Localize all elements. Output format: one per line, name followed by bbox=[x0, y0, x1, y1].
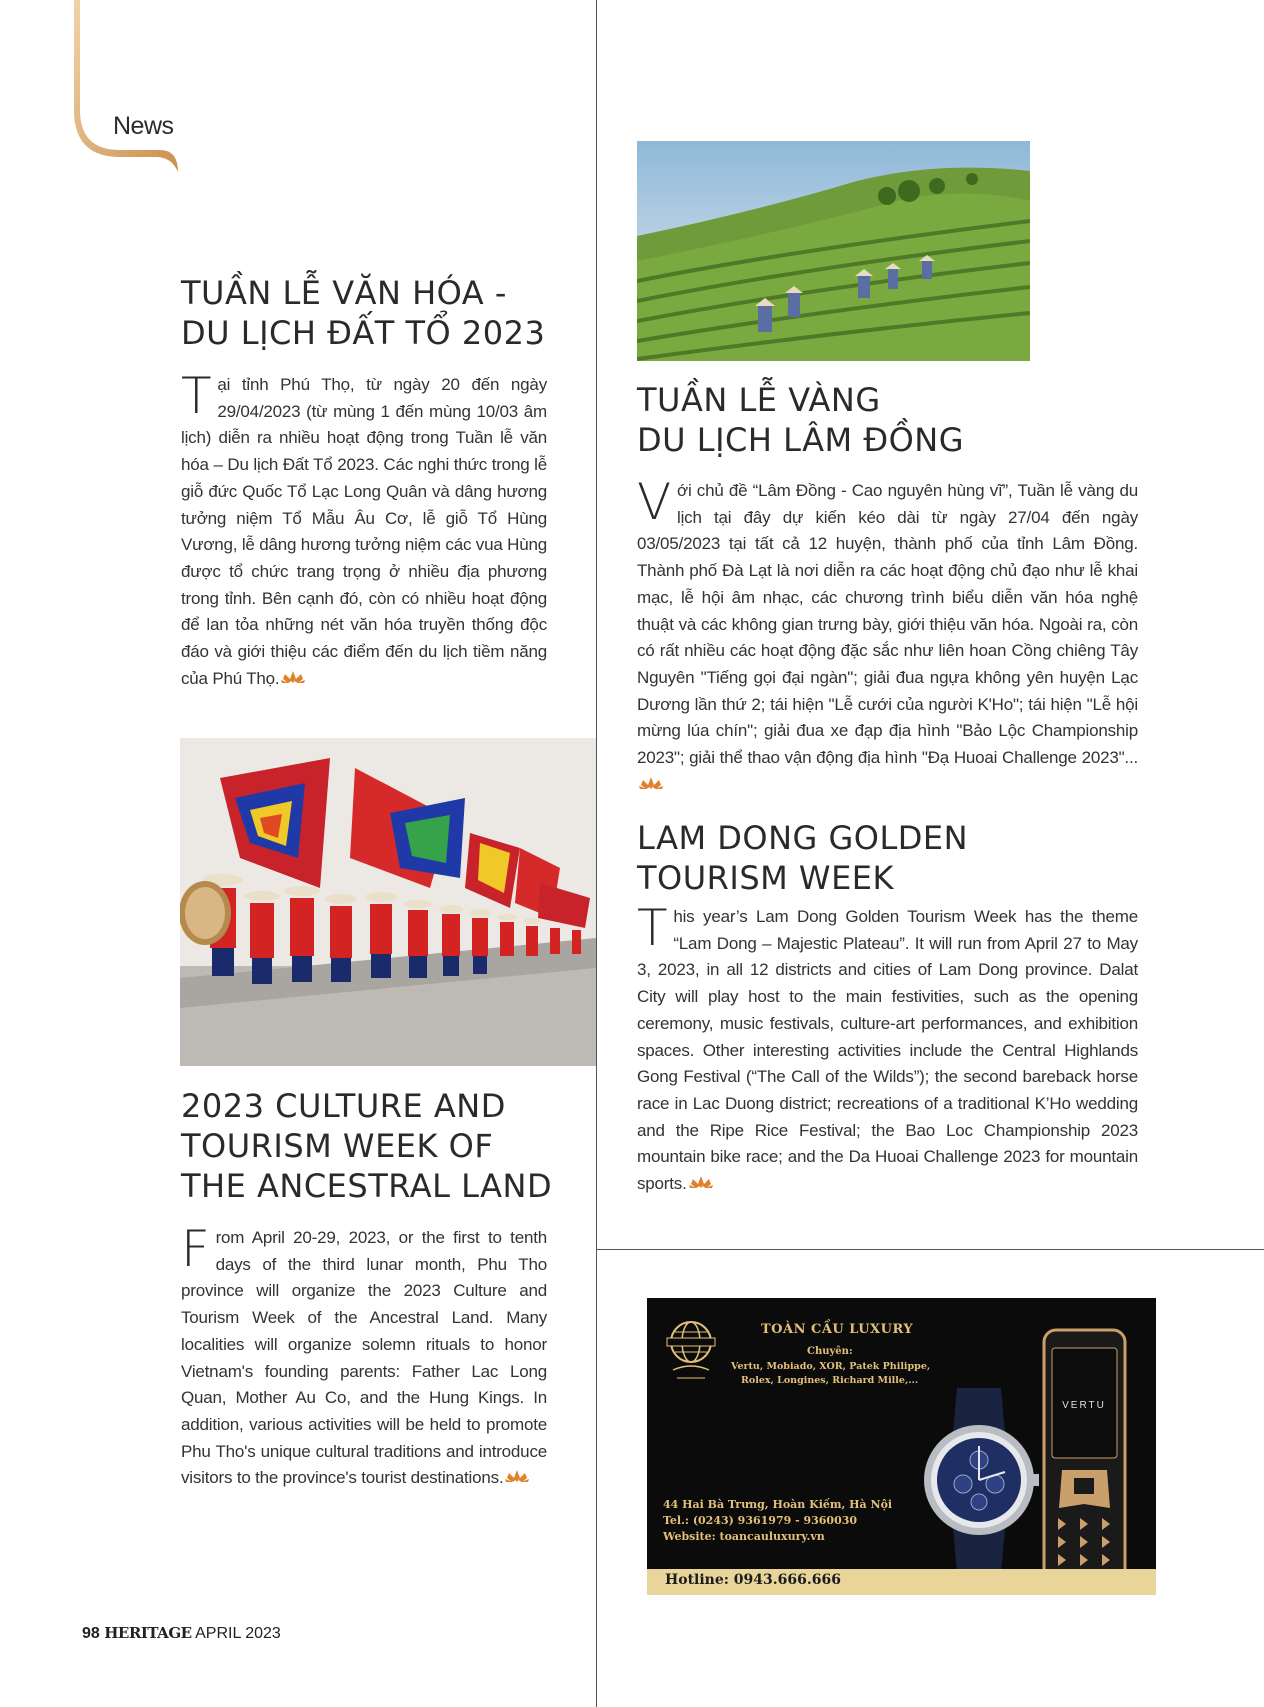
dropcap: F bbox=[181, 1220, 210, 1278]
en-heading-ancestral-land bbox=[181, 1086, 552, 1206]
en-article-lam-dong bbox=[637, 899, 1138, 1198]
page-footer bbox=[82, 1624, 281, 1643]
heading-line: TUẦN LỄ VÀNG bbox=[637, 381, 881, 419]
heading-line: TUẦN LỄ VĂN HÓA - bbox=[181, 274, 507, 312]
column-divider bbox=[596, 0, 597, 1707]
ad-brands-line: Rolex, Longines, Richard Mille,... bbox=[741, 1375, 919, 1386]
magazine-name: HERITAGE bbox=[104, 1624, 192, 1642]
wristwatch-image bbox=[919, 1388, 1039, 1573]
heading-line: THE ANCESTRAL LAND bbox=[181, 1167, 553, 1205]
lotus-end-icon bbox=[280, 670, 306, 684]
en-article-ancestral-land bbox=[181, 1220, 547, 1492]
ad-tel[interactable]: Tel.: (0243) 9361979 - 9360030 bbox=[663, 1514, 858, 1527]
heading-line: DU LỊCH LÂM ĐỒNG bbox=[637, 421, 965, 459]
ad-hotline[interactable]: Hotline: 0943.666.666 bbox=[665, 1572, 841, 1588]
en-heading-lam-dong bbox=[637, 818, 968, 898]
vn-article-lam-dong bbox=[637, 473, 1138, 798]
luxury-advertisement[interactable] bbox=[647, 1298, 1156, 1595]
article-body: his year’s Lam Dong Golden Tourism Week has the theme “Lam Dong – Majestic Plateau”. It will run from April 27 to May 3, 2023, in all 12 districts and cities of Lam Dong province. Dalat City will play host to the main festivities, such as the opening ceremony, music festivals, culture-art performances, and exhibition spaces. Other interesting activities include the Central Highlands Gong Festival (“The Call of the Wilds”); the second bareback horse race in Lac Duong district; recreations of a traditional K’Ho wedding and the Ripe Rice Festival; the Bao Loc Championship 2023 mountain bike race; and the Da Huoai Challenge 2023 for mountain sports. bbox=[637, 907, 1138, 1194]
heading-line: TOURISM WEEK bbox=[637, 859, 894, 897]
issue-date: APRIL 2023 bbox=[195, 1625, 281, 1642]
article-body: rom April 20-29, 2023, or the first to tenth days of the third lunar month, Phu Tho province will organize the 2023 Culture and Tourism Week of the Ancestral Land. Many localities will organize solemn rituals to honor Vietnam's founding parents: Father Lac Long Quan, Mother Au Co, and the Hung Kings. In addition, various activities will be held to promote Phu Tho's unique cultural traditions and introduce visitors to the province's tourist destinations. bbox=[181, 1228, 547, 1488]
heading-line: DU LỊCH ĐẤT TỔ 2023 bbox=[181, 314, 546, 352]
ad-brands-line: Vertu, Mobiado, XOR, Patek Philippe, bbox=[731, 1361, 931, 1372]
ad-brand-name: TOÀN CẦU LUXURY bbox=[761, 1322, 914, 1337]
section-label: News bbox=[113, 112, 174, 140]
heading-line: TOURISM WEEK OF bbox=[181, 1127, 494, 1165]
heading-line: 2023 CULTURE AND bbox=[181, 1087, 506, 1125]
phone-brand-text: VERTU bbox=[1062, 1400, 1106, 1411]
vn-heading-lam-dong bbox=[637, 380, 964, 460]
vn-article-phu-tho bbox=[181, 367, 547, 692]
ad-speciality-label: Chuyên: bbox=[807, 1346, 853, 1357]
ad-address: 44 Hai Bà Trưng, Hoàn Kiếm, Hà Nội bbox=[663, 1498, 893, 1511]
tea-plantation-photo bbox=[637, 141, 1030, 361]
dropcap: V bbox=[637, 473, 672, 531]
lotus-end-icon bbox=[504, 1469, 530, 1483]
ad-website[interactable]: Website: toancauluxury.vn bbox=[663, 1530, 825, 1543]
vertu-phone-image bbox=[1042, 1328, 1127, 1590]
article-body: ại tỉnh Phú Thọ, từ ngày 20 đến ngày 29/04/2023 (từ mùng 1 đến mùng 10/03 âm lịch) diễn ra nhiều hoạt động trong Tuần lễ văn hóa – Du lịch Đất Tổ 2023. Các nghi thức trong lễ giỗ đức Quốc Tổ Lạc Long Quân và dâng hương tưởng niệm Tổ Mẫu Âu Cơ, lễ giỗ Tổ Hùng Vương, lễ dâng hương tưởng niệm các vua Hùng được tổ chức trang trọng ở nhiều địa phương trong tỉnh. Bên cạnh đó, còn có nhiều hoạt động để lan tỏa những nét văn hóa truyền thống độc đáo và giới thiệu các điểm đến du lịch tiềm năng của Phú Thọ. bbox=[181, 375, 547, 688]
lotus-end-icon bbox=[688, 1175, 714, 1189]
article-body: ới chủ đề “Lâm Đồng - Cao nguyên hùng vĩ”, Tuần lễ vàng du lịch tại đây dự kiến kéo dài từ ngày 27/04 đến ngày 03/05/2023 tại tất cả 12 huyện, thành phố của tỉnh Lâm Đồng. Thành phố Đà Lạt là nơi diễn ra các hoạt động chủ đạo như lễ khai mạc, lễ hội âm nhạc, các chương trình biểu diễn văn hóa nghệ thuật và các không gian trưng bày, giới thiệu văn hóa. Ngoài ra, còn có rất nhiều các hoạt động đặc sắc như liên hoan Cồng chiêng Tây Nguyên "Tiếng gọi đại ngàn"; giải đua ngựa không yên huyện Lạc Dương lần thứ 2; tái hiện "Lễ cưới của người K'Ho"; tái hiện "Lễ hội mừng lúa chín"; giải đua xe đạp địa hình "Bảo Lộc Championship 2023"; giải thể thao vận động địa hình "Đạ Huoai Challenge 2023"... bbox=[637, 481, 1138, 768]
dropcap: T bbox=[181, 367, 212, 425]
dropcap: T bbox=[637, 899, 668, 957]
lotus-end-icon bbox=[638, 776, 664, 790]
festival-procession-photo bbox=[180, 738, 596, 1066]
page-number: 98 bbox=[82, 1625, 100, 1642]
heading-line: LAM DONG GOLDEN bbox=[637, 819, 969, 857]
section-tab-decoration bbox=[0, 0, 190, 180]
brand-logo-icon bbox=[665, 1318, 717, 1388]
vn-heading-phu-tho bbox=[181, 273, 545, 353]
ad-divider bbox=[596, 1249, 1264, 1250]
